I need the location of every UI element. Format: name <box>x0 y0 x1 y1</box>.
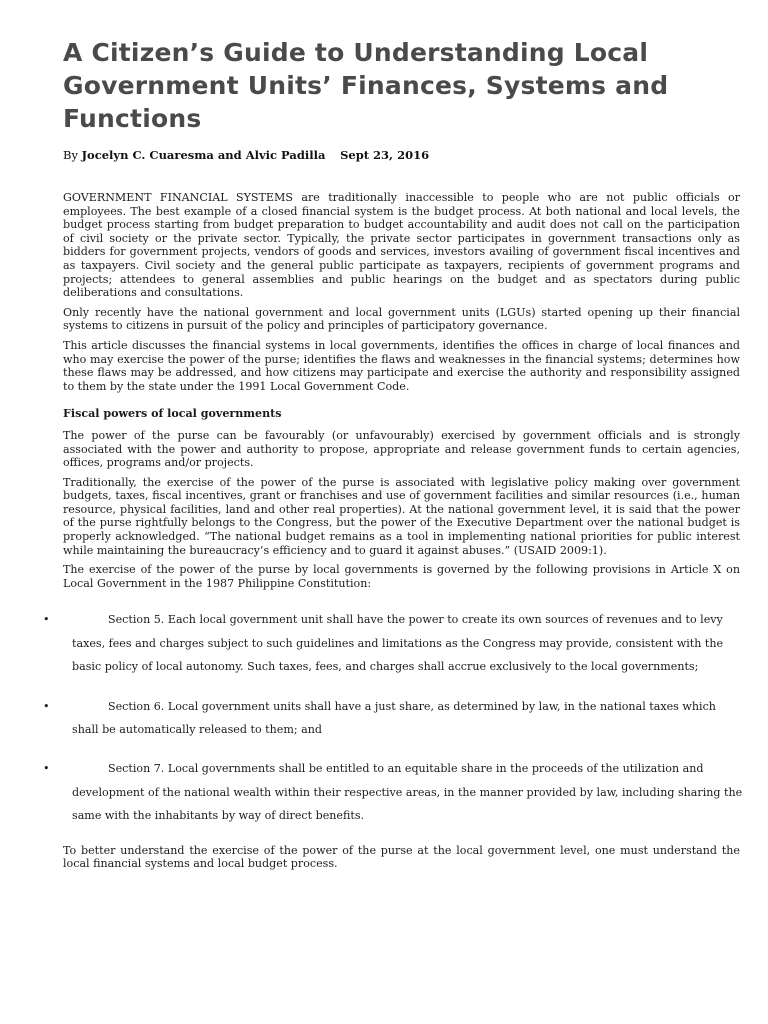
bullet-icon: • <box>43 762 50 776</box>
byline-prefix: By <box>63 148 82 162</box>
provision-text: Section 6. Local government units shall have a just share, as determined by law, in the national taxes which shall be automatically released to them; and <box>72 699 716 737</box>
list-item <box>43 757 743 827</box>
list-item <box>43 608 743 678</box>
closing-paragraph: To better understand the exercise of the power of the purse at the local government level, one must understand the local financial systems and local budget process. <box>63 843 740 871</box>
provision-text: Section 7. Local governments shall be entitled to an equitable share in the proceeds of the utilization and development of the national wealth within their respective areas, in the manner provided by law, including sharing the same with the inhabitants by way of direct benefits. <box>72 762 743 823</box>
paragraph: This article discusses the financial systems in local governments, identifies the offices in charge of local finances and who may exercise the power of the purse; identifies the flaws and weaknesses in the financial systems; determines how these flaws may be addressed, and how citizens may participate and exercise the authority and responsibility assigned to them by the state under the 1991 Local Government Code. <box>63 338 740 393</box>
byline-authors: Jocelyn C. Cuaresma and Alvic Padilla <box>81 148 326 162</box>
provision-text: Section 5. Each local government unit shall have the power to create its own sources of revenues and to levy taxes, fees and charges subject to such guidelines and limitations as the Congress may provide, consistent with the basic policy of local autonomy. Such taxes, fees, and charges shall accrue exclusively to the local governments; <box>72 613 724 674</box>
paragraph: The exercise of the power of the purse by local governments is governed by the following provisions in Article X on Local Government in the 1987 Philippine Constitution: <box>63 563 740 590</box>
paragraph: Only recently have the national government and local government units (LGUs) started opening up their financial systems to citizens in pursuit of the policy and principles of participatory governance. <box>63 305 740 333</box>
section-heading: Fiscal powers of local governments <box>63 407 282 421</box>
page-title: A Citizen’s Guide to Understanding Local Government Units’ Finances, Systems and Functions <box>63 38 669 133</box>
paragraph: Traditionally, the exercise of the power of the purse is associated with legislative policy making over government budgets, taxes, fiscal incentives, grant or franchises and use of government facilities and similar resources (i.e., human resource, physical facilities, land and other real properties). At the national government level, it is said that the power of the purse rightfully belongs to the Congress, but the power of the Executive Department over the national budget is properly acknowledged. “The national budget remains as a tool in implementing national priorities for public interest while maintaining the bureaucracy’s efficiency and to guard it against abuses.” (USAID 2009:1). <box>63 475 740 557</box>
byline-date: Sept 23, 2016 <box>340 148 430 162</box>
byline <box>63 148 740 163</box>
bullet-icon: • <box>43 699 50 713</box>
bullet-icon: • <box>43 613 50 627</box>
paragraph: The power of the purse can be favourably (or unfavourably) exercised by government officials and is strongly associated with the power and authority to propose, appropriate and release government funds to certain agencies, offices, programs and/or projects. <box>63 428 740 470</box>
list-item <box>43 695 743 742</box>
paragraph: GOVERNMENT FINANCIAL SYSTEMS are traditionally inaccessible to people who are not public officials or employees. The best example of a closed financial system is the budget process. At both national and local levels, the budget process starting from budget preparation to budget accountability and audit does not call on the participation of civil society or the private sector. Typically, the private sector participates in government transactions only as bidders for government projects, vendors of goods and services, investors availing of government fiscal incentives and as taxpayers. Civil society and the general public participate as taxpayers, recipients of government programs and projects; attendees to general assemblies and public hearings on the budget and as spectators during public deliberations and consultations. <box>63 191 740 300</box>
provisions-list <box>43 608 743 827</box>
article-body <box>43 191 743 871</box>
